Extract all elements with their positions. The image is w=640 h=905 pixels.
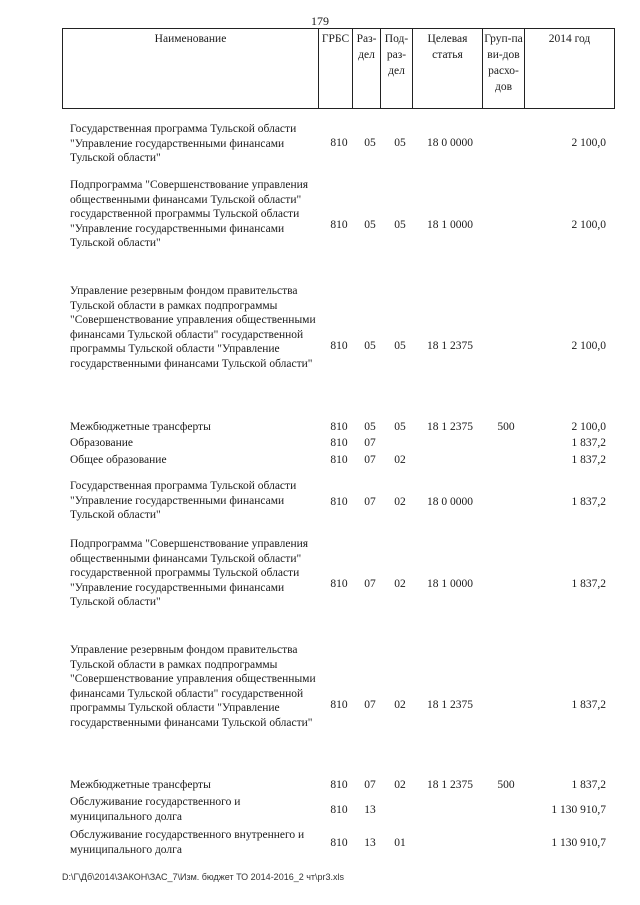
row-celevaya: 18 1 0000 (427, 219, 473, 231)
row-grbs: 810 (330, 454, 348, 466)
row-razdel: 07 (364, 496, 376, 508)
row-grbs: 810 (330, 804, 348, 816)
row-name: Образование (70, 437, 134, 449)
header-name: Наименование (63, 29, 319, 109)
row-celevaya: 18 0 0000 (427, 137, 473, 149)
row-amount: 1 837,2 (571, 437, 606, 449)
row-grbs: 810 (330, 578, 348, 590)
row-name: Подпрограмма "Совершенствование управления общественными финансами Тульской области" государственной программы Тульской области "Управление государственными финансами Тульской области" (70, 538, 309, 608)
row-amount: 1 130 910,7 (551, 804, 606, 816)
row-podrazdel: 01 (394, 837, 406, 849)
file-path-footer: D:\Г\Дб\2014\ЗАКОН\ЗАС_7\Изм. бюджет ТО 2014-2016_2 чт\рr3.xls (62, 872, 345, 882)
row-amount: 2 100,0 (571, 219, 606, 231)
row-razdel: 07 (364, 437, 376, 449)
row-amount: 1 837,2 (571, 454, 606, 466)
row-name: Подпрограмма "Совершенствование управления общественными финансами Тульской области" государственной программы Тульской области "Управление государственными финансами Тульской области" (70, 179, 309, 249)
header-podrazdel: Под-раз-дел (381, 29, 413, 109)
row-name: Государственная программа Тульской области "Управление государственными финансами Тульской области" (70, 480, 297, 521)
row-razdel: 13 (364, 804, 376, 816)
row-name: Обслуживание государственного и муниципального долга (70, 796, 241, 823)
row-podrazdel: 02 (394, 699, 406, 711)
row-amount: 2 100,0 (571, 421, 606, 433)
row-celevaya: 18 1 2375 (427, 421, 473, 433)
page-number: 179 (311, 14, 329, 28)
row-name: Межбюджетные трансферты (70, 779, 211, 791)
row-razdel: 07 (364, 578, 376, 590)
row-razdel: 13 (364, 837, 376, 849)
header-year: 2014 год (525, 29, 615, 109)
row-podrazdel: 02 (394, 454, 406, 466)
row-podrazdel: 02 (394, 779, 406, 791)
row-grbs: 810 (330, 137, 348, 149)
row-razdel: 05 (364, 421, 376, 433)
row-vid: 500 (497, 421, 515, 433)
row-amount: 1 837,2 (571, 496, 606, 508)
row-vid: 500 (497, 779, 515, 791)
row-grbs: 810 (330, 837, 348, 849)
row-amount: 1 130 910,7 (551, 837, 606, 849)
row-podrazdel: 05 (394, 421, 406, 433)
header-grbs: ГРБС (319, 29, 353, 109)
row-podrazdel: 02 (394, 578, 406, 590)
row-amount: 2 100,0 (571, 137, 606, 149)
row-name: Управление резервным фондом правительства Тульской области в рамках подпрограммы "Совершенствование управления общественными финансами Тульской области" государственной программы Тульской области "Управление государственными финансами Тульской области" (70, 644, 316, 729)
row-grbs: 810 (330, 219, 348, 231)
row-amount: 1 837,2 (571, 779, 606, 791)
row-podrazdel: 05 (394, 340, 406, 352)
row-grbs: 810 (330, 699, 348, 711)
row-name: Межбюджетные трансферты (70, 421, 211, 433)
row-name: Управление резервным фондом правительства Тульской области в рамках подпрограммы "Совершенствование управления общественными финансами Тульской области" государственной программы Тульской области "Управление государственными финансами Тульской области" (70, 285, 316, 370)
row-razdel: 05 (364, 137, 376, 149)
row-razdel: 07 (364, 454, 376, 466)
row-grbs: 810 (330, 496, 348, 508)
row-celevaya: 18 0 0000 (427, 496, 473, 508)
table-header (62, 28, 615, 109)
row-name: Обслуживание государственного внутреннего и муниципального долга (70, 829, 305, 856)
header-gruppa-vidov: Груп-па ви-дов расхо-дов (483, 29, 525, 109)
row-amount: 1 837,2 (571, 578, 606, 590)
row-grbs: 810 (330, 779, 348, 791)
row-podrazdel: 05 (394, 219, 406, 231)
header-razdel: Раз-дел (353, 29, 381, 109)
row-celevaya: 18 1 2375 (427, 699, 473, 711)
row-podrazdel: 05 (394, 137, 406, 149)
row-grbs: 810 (330, 437, 348, 449)
row-grbs: 810 (330, 421, 348, 433)
row-razdel: 07 (364, 779, 376, 791)
header-celevaya-statya: Целевая статья (413, 29, 483, 109)
row-razdel: 07 (364, 699, 376, 711)
row-celevaya: 18 1 2375 (427, 340, 473, 352)
row-name: Государственная программа Тульской области "Управление государственными финансами Тульской области" (70, 123, 297, 164)
row-amount: 2 100,0 (571, 340, 606, 352)
row-amount: 1 837,2 (571, 699, 606, 711)
row-podrazdel: 02 (394, 496, 406, 508)
row-name: Общее образование (70, 454, 167, 466)
row-grbs: 810 (330, 340, 348, 352)
row-celevaya: 18 1 0000 (427, 578, 473, 590)
row-razdel: 05 (364, 340, 376, 352)
row-razdel: 05 (364, 219, 376, 231)
row-celevaya: 18 1 2375 (427, 779, 473, 791)
